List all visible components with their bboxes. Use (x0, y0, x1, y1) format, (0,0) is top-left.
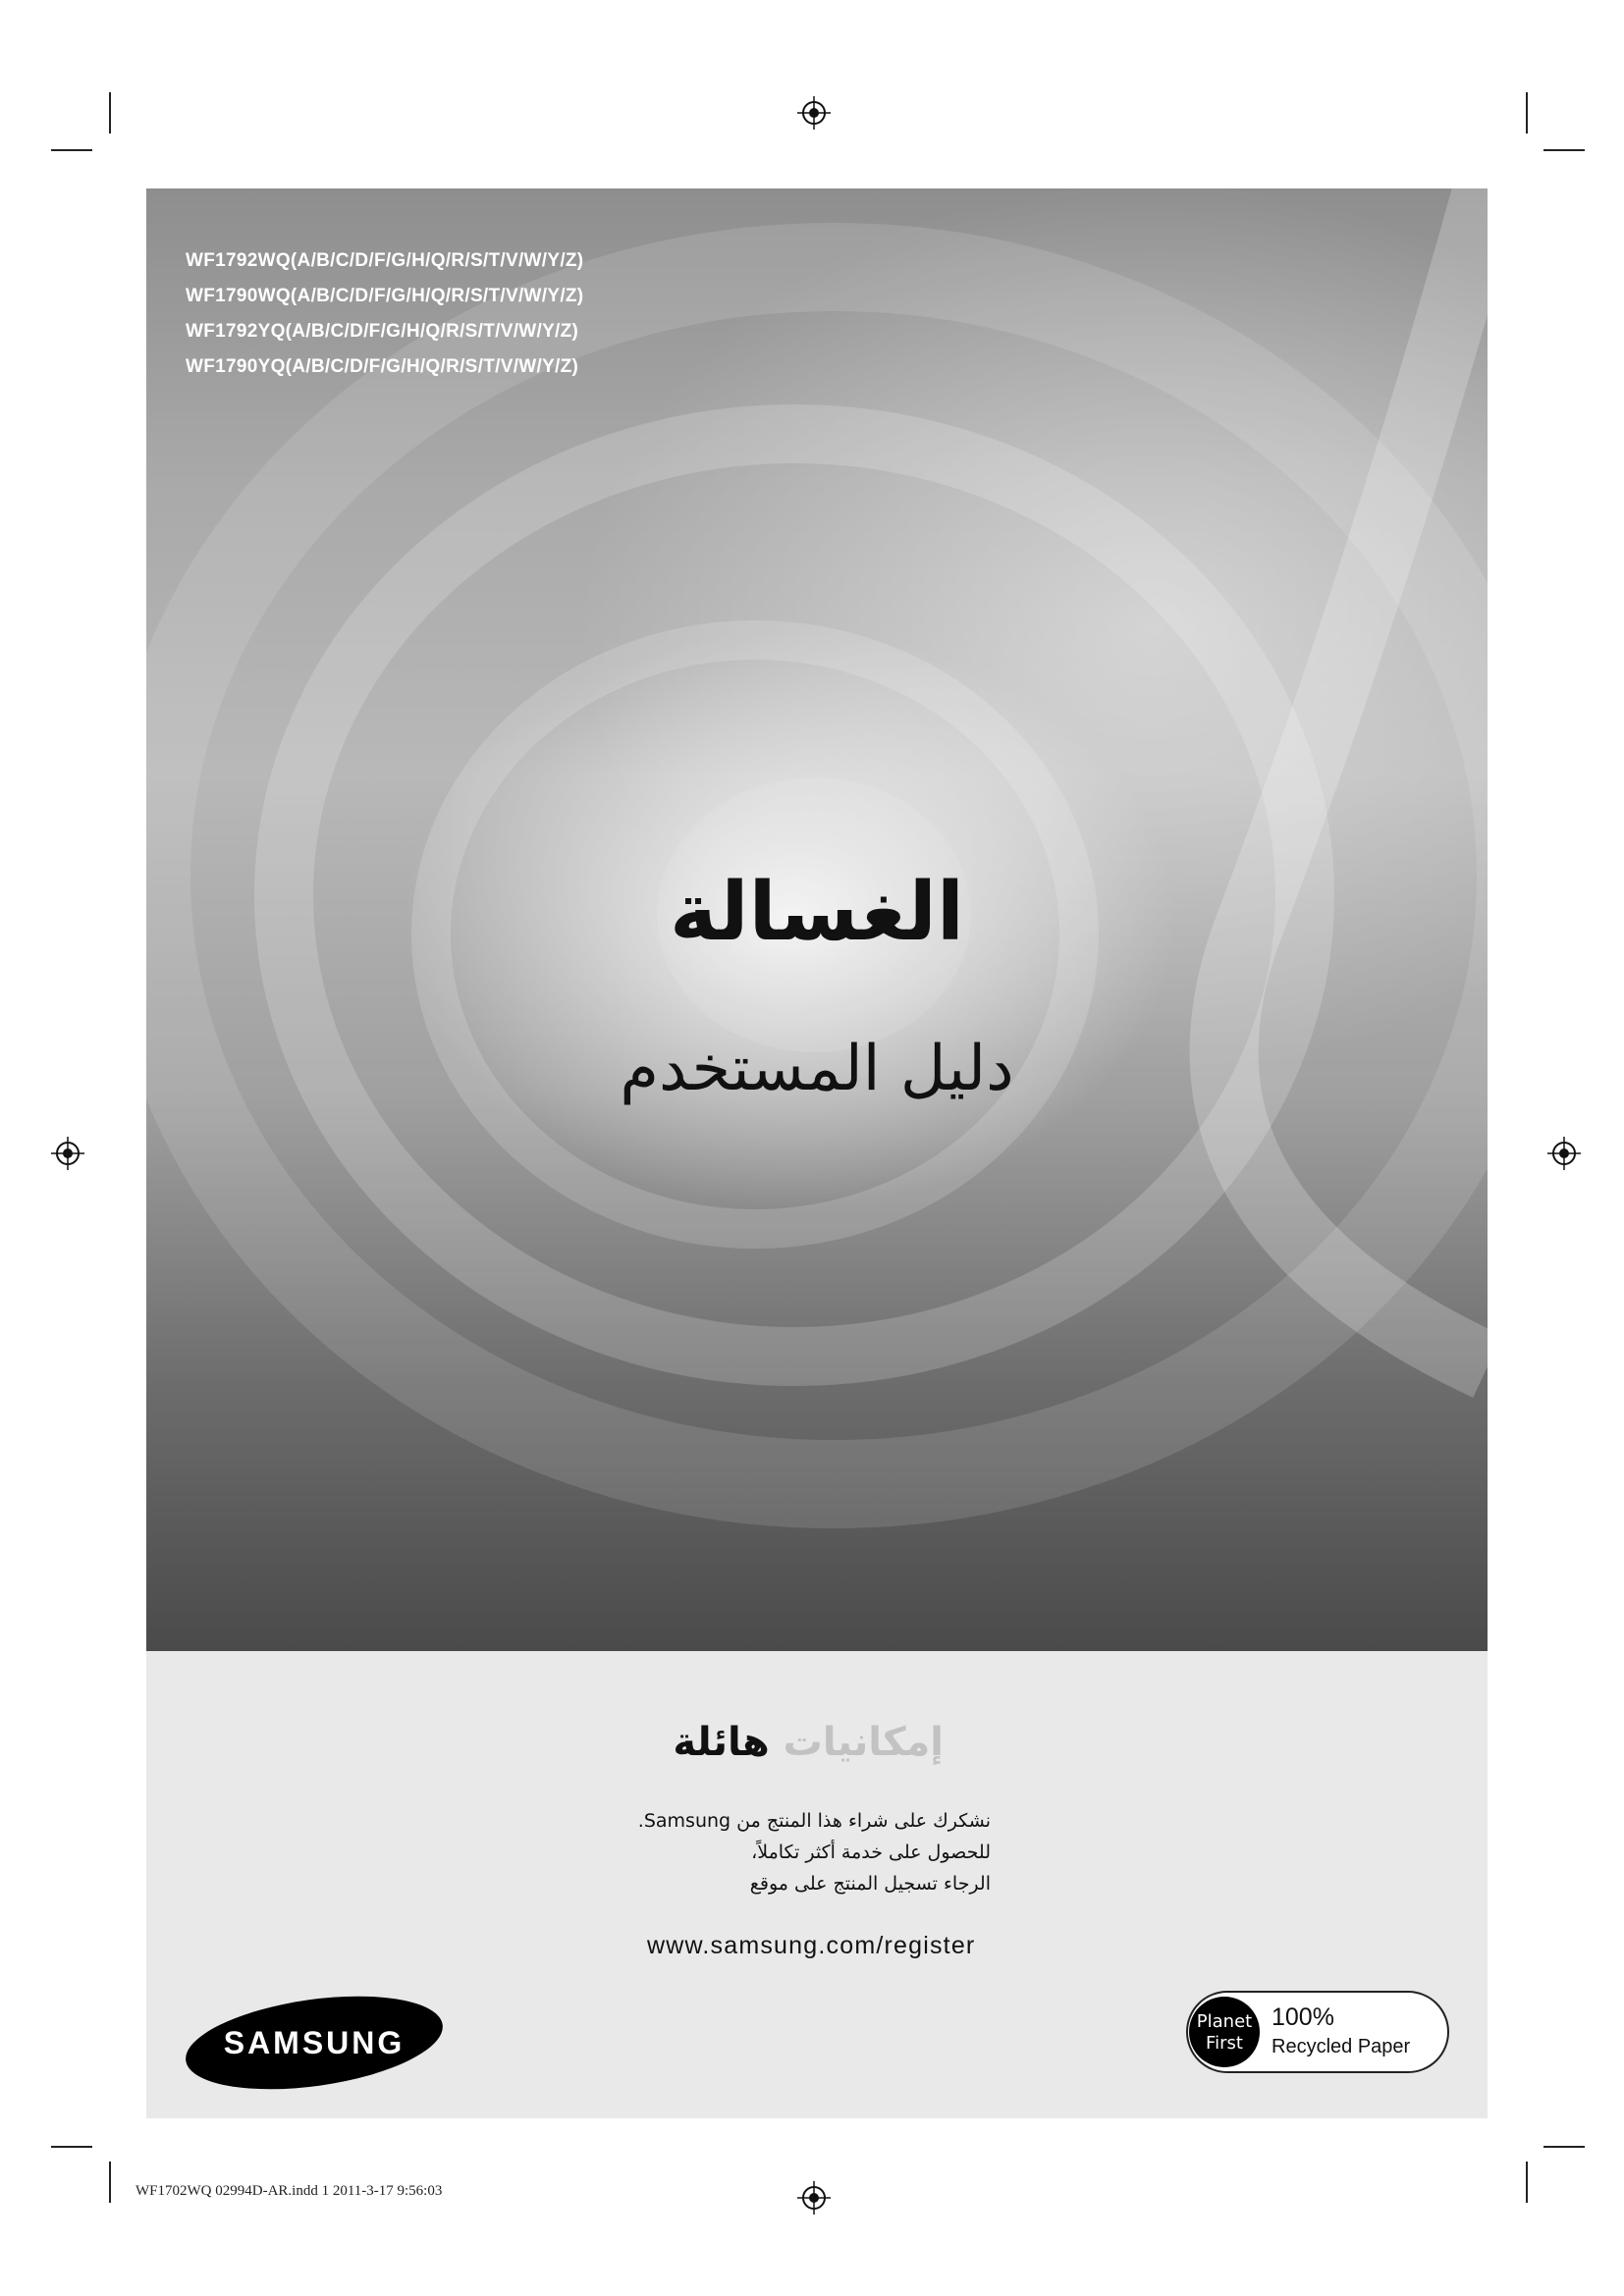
registration-mark-top (797, 96, 831, 130)
planet-first-badge (1185, 1990, 1450, 2074)
badge-text: Recycled Paper (1272, 2036, 1411, 2057)
samsung-logo (184, 1993, 445, 2093)
registration-mark-bottom (797, 2181, 831, 2215)
brand-wordmark: SAMSUNG (223, 2025, 406, 2060)
thanks-line: نشكرك على شراء هذا المنتج من Samsung. (637, 1810, 991, 1832)
model-number-list (186, 243, 583, 385)
cover-image (146, 188, 1488, 1651)
tagline-light: إمكانيات (783, 1720, 944, 1765)
crop-mark-bottom-right-v (1526, 2162, 1528, 2203)
thanks-line: الرجاء تسجيل المنتج على موقع (749, 1873, 991, 1895)
model-number: WF1790YQ(A/B/C/D/F/G/H/Q/R/S/T/V/W/Y/Z) (186, 356, 579, 377)
crop-mark-bottom-left-v (109, 2162, 111, 2203)
crop-mark-top-left-h (51, 149, 92, 151)
model-number: WF1790WQ(A/B/C/D/F/G/H/Q/R/S/T/V/W/Y/Z) (186, 286, 584, 306)
register-link[interactable]: www.samsung.com/register (647, 1932, 976, 1959)
crop-mark-top-right-h (1543, 149, 1585, 151)
crop-mark-top-right-v (1526, 92, 1528, 133)
badge-percent: 100% (1272, 2003, 1334, 2031)
page-subtitle: دليل المستخدم (620, 1033, 1014, 1105)
print-slug: WF1702WQ 02994D-AR.indd 1 2011-3-17 9:56:03 (135, 2183, 443, 2199)
crop-mark-top-left-v (109, 92, 111, 133)
model-number: WF1792WQ(A/B/C/D/F/G/H/Q/R/S/T/V/W/Y/Z) (186, 250, 584, 271)
badge-line1: Planet (1196, 2011, 1253, 2032)
page-title: الغسالة (670, 866, 964, 959)
crop-mark-bottom-left-h (51, 2146, 92, 2148)
registration-mark-right (1547, 1137, 1581, 1170)
info-panel (146, 1651, 1488, 2118)
badge-line2: First (1206, 2033, 1243, 2054)
tagline-dark: هائلة (673, 1720, 770, 1765)
registration-mark-left (51, 1137, 84, 1170)
tagline (673, 1720, 944, 1765)
model-number: WF1792YQ(A/B/C/D/F/G/H/Q/R/S/T/V/W/Y/Z) (186, 321, 579, 342)
crop-mark-bottom-right-h (1543, 2146, 1585, 2148)
thanks-line: للحصول على خدمة أكثر تكاملاً، (751, 1842, 991, 1863)
